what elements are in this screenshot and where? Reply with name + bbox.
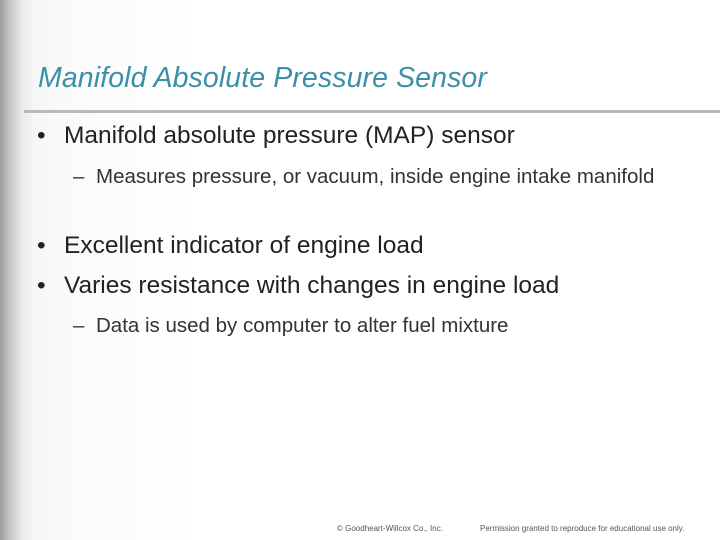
sub-bullet-marker: – — [73, 314, 85, 337]
slide-title: Manifold Absolute Pressure Sensor — [38, 62, 487, 94]
footer-permission: Permission granted to reproduce for educational use only. — [480, 524, 685, 533]
bullet-text: Excellent indicator of engine load — [64, 232, 424, 259]
bullet-text: Varies resistance with changes in engine load — [64, 272, 560, 299]
footer-copyright: © Goodheart-Willcox Co., Inc. — [337, 524, 443, 533]
sub-bullet-marker: – — [73, 165, 85, 188]
bullet-text: Manifold absolute pressure (MAP) sensor — [64, 122, 515, 149]
bullet-marker: • — [37, 122, 46, 149]
bullet-marker: • — [37, 272, 46, 299]
sub-bullet-text: Data is used by computer to alter fuel mixture — [96, 314, 509, 337]
bullet-marker: • — [37, 232, 46, 259]
sub-bullet-text: Measures pressure, or vacuum, inside engine intake manifold — [96, 165, 655, 188]
